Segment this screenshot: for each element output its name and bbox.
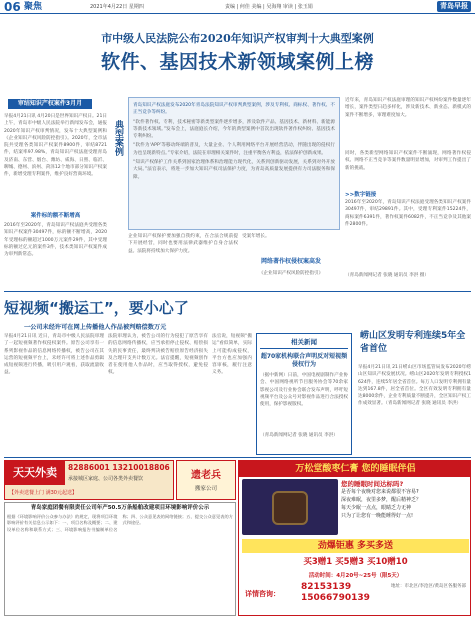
ad-moving (176, 460, 236, 500)
ad-takeout (4, 460, 174, 500)
article2-headline: 短视频“搬运工”，要小心了 (4, 299, 189, 317)
mid-caption: 网络著作权侵权案高发 (260, 258, 321, 265)
page-number: 06 (4, 0, 21, 14)
ad-sleep-line: 深夜难眠，夜里多梦，醒后精神乏？ (341, 497, 422, 503)
right-body-1: 近年来，青岛知识产权法庭审理的知识产权纠纷案件数量逐年增长，案件类型日趋多样化，涉及新技术、新业态、新模式的案件不断增多，审理难度加大。 (345, 98, 471, 118)
related-headline: 超70家机构联合声明反对短视频侵权行为 (260, 353, 348, 368)
ad-moving-title: 遗老兵 (191, 470, 221, 481)
product-image (242, 479, 338, 535)
article3-headline: 崂山区发明专利连续5年全省首位 (360, 331, 466, 354)
left-body-2: 2016年至2020年，青岛知识产权法庭共受理各类知识产权案件30497件，标的额不断增高，2020年受理标的额超过1000万元案件29件，其中受理标的额过亿元的案件3件，技术类知识产权案件成为审判新常态。 (4, 223, 107, 258)
newspaper-logo: 青岛早报 (437, 1, 471, 12)
article2-body-3: 法官说，短视频“搬运”看似简单，实际上可能构成侵权，平台方也应加强内容审核，履行注意义务。 (212, 334, 252, 376)
ad-takeout-text: 承接城区家庭、公司各类外卖餐饮 (68, 476, 144, 482)
left-body-1: 早报4月21日讯 4月20日是世界知识产权日。21日上午，青岛市中级人民法院举行新闻发布会，通报2020年知识产权审判情况，发布十大典型案例和《企业知识产权风险防控指引》。2020年，全市法院共受理各类知识产权案件8900件，审结8721件，结案率97.98%，青岛知识产权法庭受理青岛及济南、东营、烟台、潍坊、威海、日照、临沂、聊城、德州、滨州、菏泽12个地市部分知识产权案件，新增受理专利案件，维护良好营商环境。 (4, 114, 107, 178)
related-body: （据中新网）日前，中国电视剧制作产业协会、中国网络视听节目服务协会等70余家影视公司及行业协会联合发布声明，呼吁短视频平台及公众号对影视作品进行合法授权使用，保护影视版权。 (260, 373, 348, 408)
cases-p1: 青岛知识产权法庭发布2020年青岛法院知识产权审判典型案例，涉及专利权、商标权、著作权、不正当竞争等纠纷。 (133, 103, 335, 116)
notice-body: 根据《环境影响评价公众参与办法》的规定，现将项目环境影响评价有关信息公示如下：一、项目名称及概要；二、建设单位名称和联系方式；三、环境影响报告书编制单位名称；四、公众意见表的网络链接；五、提交公众意见表的方式和途径。 (7, 514, 233, 532)
right-body-3: 2016年至2020年，青岛知识产权法庭受理各类知识产权案件30497件，审结29891件。其中，受理专利案件15224件，商标案件6391件，著作权案件6082件，不正当竞争及其他案件2800件。 (345, 200, 471, 227)
typical-cases-label: 典型案例 (113, 120, 123, 156)
related-news-box (256, 333, 352, 455)
article2-body-1: 早报4月21日讯 近日，青岛市中级人民法院审理了一起短视频著作权侵权案件。原告公司享有一系列影视作品的信息网络传播权，被告公司在其运营的短视频平台上，未经许可将上述作品剪辑成短视频进行传播，吸引用户观看，获取流量收益。 (4, 334, 104, 376)
left-subhead-bar: 审结知识产权案件3月月 (8, 99, 92, 109)
mid-body-text: 企业知识产权保护要加强自我约束，在合法合规前提下开展经营，同时也要用法律武器维护自身合法权益。法院将持续加大保护力度。 (128, 234, 238, 254)
ad-sleep-phone-1: 82153139 (301, 582, 352, 592)
lead-headline: 软件、基因技术新领域案例上榜 (100, 51, 374, 73)
related-reporter: （青岛新闻网记者 张晓 通讯员 李洪） (260, 433, 338, 438)
editor-credits: 责编 | 何佳 美编 | 吴海翔 审读 | 张玉娟 (225, 4, 313, 10)
related-news-label: 相关新闻 (260, 337, 348, 349)
ad-sleep-lines (341, 488, 469, 520)
lead-kicker: 市中级人民法院公布2020年知识产权审判十大典型案例 (101, 32, 374, 45)
notice-title: 青岛家庭团餐有限责任公司年产50.5万条船舶改建项目环境影响评价公示 (30, 505, 210, 511)
ad-sleep-title: 万松堂酸枣仁膏 您的睡眠伴侣 (239, 461, 471, 477)
ad-sleep-phone-label: 详情咨询： (245, 590, 280, 598)
section-label: 聚焦 (24, 2, 43, 12)
ad-sleep-phone-2: 15066790139 (301, 593, 370, 603)
ad-takeout-phone: 82886001 13210018806 (68, 463, 170, 472)
page-header (0, 0, 475, 14)
ad-moving-sub: 搬家公司 (194, 486, 217, 492)
ad-sleep-line: 只为了让您有一晚能睡得好一点! (341, 513, 414, 519)
right-reporter: （青岛新闻网记者 张晓 通讯员 李洪 摄） (345, 273, 429, 278)
article2-body-2: 法院审理认为，被告公司的行为侵犯了原告享有的信息网络传播权，应当承担停止侵权、赔偿损失的民事责任，最终判决被告赔偿原告经济损失及合理开支共计数万元。法官提醒，短视频创作者在使用他人作品时，应当取得授权，避免侵权。 (108, 334, 208, 376)
cases-p2: “软件著作权、专利，技术秘密等新类型案件逐步增多，涉及软件产品、基因技术、新材料、新能源等新技术领域。”发布会上，法庭庭长介绍，今年的典型案例中首次出现软件著作权纠纷、基因技术专利纠纷。 (133, 119, 335, 140)
mid-caption-2: 《企业知识产权风险防控指引》 (258, 271, 324, 276)
right-body-2: 同时，各类新型网络知识产权案件不断涌现，网络著作权侵权、网络不正当竞争等案件数量明显增加，对审判工作提出了新的挑战。 (345, 151, 471, 171)
ad-divider (4, 457, 471, 458)
ad-environment-notice (4, 502, 236, 616)
cases-box (128, 97, 340, 230)
issue-date: 2021年4月22日 星期四 (90, 4, 144, 10)
ad-sleep-deal: 买3赠1 买5赠3 买10赠10 (303, 557, 408, 567)
ad-sleep-line: 每天少眠一点点，眼睛乏力无神 (341, 505, 412, 511)
ad-sleep-address: 地址：市北区/李沧区/黄岛区各服务部 (391, 584, 467, 589)
cases-p3: “软件为‘APP’等移动终端的普及，大量企业、个人利用网络平台开展经营活动，伴随出现的侵权行为也呈现新特点。”专家介绍，法院在审理相关案件时，注重平衡各方利益，依法保护创新成果。 (133, 143, 335, 156)
right-subhead: >>数字链接 (345, 192, 377, 198)
ad-sleep-banner: 劲爆钜惠 多买多送 (242, 539, 469, 553)
left-subhead-2: 案件标的额不断增高 (30, 213, 81, 219)
cases-p4: “知识产权保护工作关系到国家治理体系和治理能力现代化，关系到创新驱动发展，关系到对外开放大局。”法官表示，将进一步加大知识产权司法保护力度，为青岛高质量发展提供有力司法服务和保障。 (133, 160, 335, 180)
jar-icon (272, 491, 308, 525)
ad-takeout-sub: 【外卖送餐上门 满30元起送】 (9, 490, 77, 496)
article3-body: 早报4月21日讯 21日崂山区市场监管局发布2020年崂山区知识产权发展状况。崂山区2020年发明专利授权1624件，连续5年居全省首位。每万人口发明专利拥有量达到167.8件，居全省首位。全区有效发明专利拥有量达8000余件，企业专利质量不断提升，全区知识产权工作成效显著。（青岛新闻网记者 张晓 通讯员 李洪） (358, 365, 471, 407)
ad-sleep-date: 活动时间：4月20号~25号（限5天） (308, 573, 403, 579)
article2-subhead: 一公司未经许可在网上传播他人作品被判赔偿数万元 (24, 324, 167, 331)
mid-right-text: 受案年增长。 (242, 234, 270, 239)
ad-sleep-line: 是否每个夜晚对您来说都很不容易? (341, 489, 419, 495)
ad-sleep (238, 460, 471, 616)
section-divider (4, 291, 471, 292)
ad-sleep-question: 您的睡眠时间达标吗? (341, 480, 404, 488)
ad-takeout-title: 天天外卖 (5, 461, 65, 485)
